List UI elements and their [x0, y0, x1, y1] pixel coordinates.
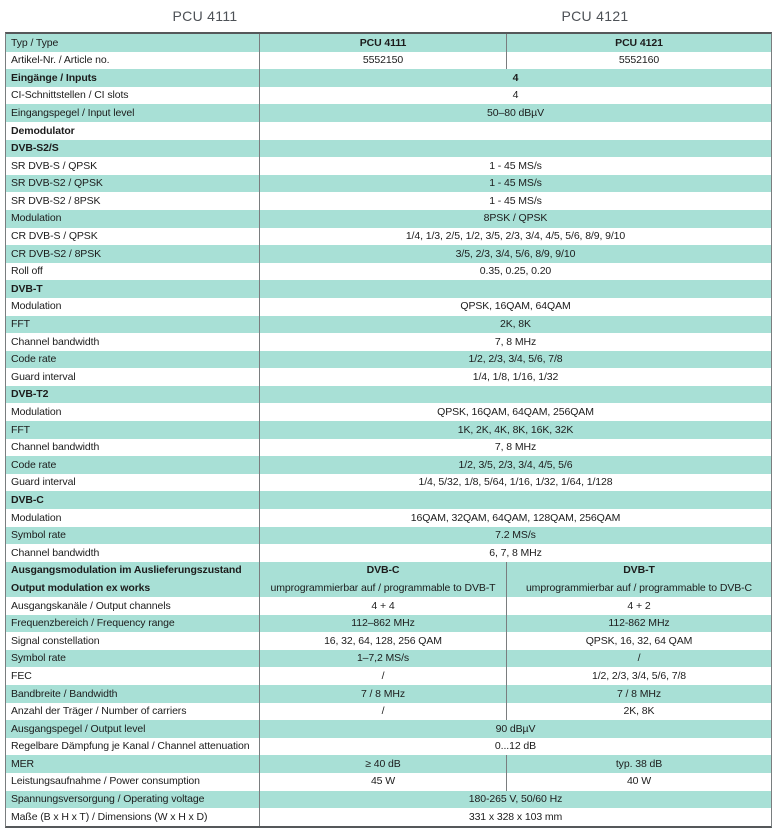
table-row [6, 228, 771, 246]
table-row [6, 474, 771, 492]
row-value-span: 7, 8 MHz [259, 333, 771, 351]
row-value-span: 8PSK / QPSK [259, 210, 771, 228]
row-value-col2: PCU 4121 [506, 34, 771, 52]
row-value-span: 0...12 dB [259, 738, 771, 756]
table-row [6, 52, 771, 70]
table-row [6, 720, 771, 738]
row-value-empty [259, 122, 771, 140]
table-row [6, 527, 771, 545]
row-label: Channel bandwidth [11, 335, 100, 348]
table-row [6, 351, 771, 369]
row-value-col1: 4 + 4 [259, 597, 506, 615]
row-value-span: QPSK, 16QAM, 64QAM [259, 298, 771, 316]
row-value-col1: 16, 32, 64, 128, 256 QAM [259, 632, 506, 650]
row-value-lines [260, 562, 506, 597]
row-label: Typ / Type [11, 36, 59, 49]
row-label: Eingangspegel / Input level [11, 106, 135, 119]
table-row [6, 808, 771, 826]
row-label: Modulation [11, 511, 62, 524]
row-value-col1: PCU 4111 [259, 34, 506, 52]
table-row [6, 685, 771, 703]
table-row [6, 791, 771, 809]
row-value-span: 180-265 V, 50/60 Hz [259, 791, 771, 809]
row-label: Ausgangspegel / Output level [11, 722, 146, 735]
row-value-col1: 45 W [259, 773, 506, 791]
product-title-right: PCU 4121 [561, 8, 629, 24]
table-row [6, 667, 771, 685]
table-row [6, 298, 771, 316]
row-value-span: QPSK, 16QAM, 64QAM, 256QAM [259, 403, 771, 421]
table-row [6, 122, 771, 140]
row-label: DVB-S2/S [11, 142, 59, 155]
table-row [6, 562, 771, 597]
row-label: SR DVB-S / QPSK [11, 159, 98, 172]
row-value-span: 3/5, 2/3, 3/4, 5/6, 8/9, 9/10 [259, 245, 771, 263]
table-row [6, 703, 771, 721]
row-label: Maße (B x H x T) / Dimensions (W x H x D) [11, 810, 208, 823]
table-row [6, 615, 771, 633]
row-value-empty [259, 280, 771, 298]
row-value-span: 1/4, 5/32, 1/8, 5/64, 1/16, 1/32, 1/64, 1/128 [259, 474, 771, 492]
table-row [6, 280, 771, 298]
row-value-col2: 4 + 2 [506, 597, 771, 615]
row-label: Guard interval [11, 370, 76, 383]
row-label: Guard interval [11, 476, 76, 489]
row-value-col1: 1–7,2 MS/s [259, 650, 506, 668]
table-row [6, 439, 771, 457]
table-row [6, 544, 771, 562]
table-row [6, 386, 771, 404]
row-label-line2: Output modulation ex works [11, 581, 151, 594]
table-row [6, 755, 771, 773]
row-label: Ausgangskanäle / Output channels [11, 599, 171, 612]
row-value-span: 7.2 MS/s [259, 527, 771, 545]
row-label: DVB-C [11, 493, 44, 506]
table-row [6, 456, 771, 474]
row-label: FEC [11, 669, 32, 682]
row-value-col1: ≥ 40 dB [259, 755, 506, 773]
row-value-span: 1/4, 1/3, 2/5, 1/2, 3/5, 2/3, 3/4, 4/5, 5/6, 8/9, 9/10 [259, 228, 771, 246]
row-value-span: 1/2, 3/5, 2/3, 3/4, 4/5, 5/6 [259, 456, 771, 474]
table-row [6, 403, 771, 421]
row-label: FFT [11, 318, 30, 331]
row-value-col2: / [506, 650, 771, 668]
row-label: MER [11, 757, 35, 770]
row-label: Frequenzbereich / Frequency range [11, 617, 175, 630]
table-row [6, 192, 771, 210]
table-row [6, 263, 771, 281]
row-label: Channel bandwidth [11, 441, 100, 454]
row-label-line1: Ausgangsmodulation im Auslieferungszustand [11, 564, 242, 577]
row-label: Roll off [11, 265, 43, 278]
row-label: FFT [11, 423, 30, 436]
row-label: SR DVB-S2 / QPSK [11, 177, 103, 190]
row-value-empty [259, 491, 771, 509]
row-value-span: 1/4, 1/8, 1/16, 1/32 [259, 368, 771, 386]
table-row [6, 738, 771, 756]
row-label: Leistungsaufnahme / Power consumption [11, 775, 200, 788]
row-label: Eingänge / Inputs [11, 71, 97, 84]
row-value-col1: / [259, 703, 506, 721]
row-value-top: DVB-C [366, 564, 400, 577]
table-row [6, 650, 771, 668]
table-row [6, 157, 771, 175]
row-label: Code rate [11, 353, 57, 366]
row-value-span: 4 [259, 87, 771, 105]
table-row [6, 632, 771, 650]
row-label: DVB-T [11, 282, 43, 295]
table-row [6, 175, 771, 193]
row-label: Symbol rate [11, 652, 66, 665]
row-value-span: 331 x 328 x 103 mm [259, 808, 771, 826]
row-value-lines [507, 562, 771, 597]
row-value-span: 1 - 45 MS/s [259, 175, 771, 193]
row-label: Modulation [11, 212, 62, 225]
table-row [6, 368, 771, 386]
spec-table [5, 32, 772, 828]
table-row [6, 210, 771, 228]
table-row [6, 491, 771, 509]
row-value-empty [259, 386, 771, 404]
row-label-lines [11, 562, 259, 597]
row-label: Signal constellation [11, 634, 100, 647]
row-label: CR DVB-S / QPSK [11, 230, 98, 243]
table-row [6, 140, 771, 158]
table-row [6, 104, 771, 122]
table-row [6, 87, 771, 105]
row-value-col2: 112-862 MHz [506, 615, 771, 633]
row-label: CI-Schnittstellen / CI slots [11, 89, 129, 102]
table-row [6, 69, 771, 87]
table-row [6, 245, 771, 263]
row-label: Modulation [11, 300, 62, 313]
row-value-span: 50–80 dBµV [259, 104, 771, 122]
row-label: Modulation [11, 406, 62, 419]
row-value-span: 90 dBµV [259, 720, 771, 738]
row-label: Demodulator [11, 124, 75, 137]
row-value-span: 4 [259, 69, 771, 87]
row-label: Bandbreite / Bandwidth [11, 687, 118, 700]
table-row [6, 509, 771, 527]
row-label: CR DVB-S2 / 8PSK [11, 247, 102, 260]
row-label: Symbol rate [11, 529, 66, 542]
row-value-empty [259, 140, 771, 158]
row-label: Artikel-Nr. / Article no. [11, 54, 110, 67]
table-row [6, 421, 771, 439]
table-row [6, 316, 771, 334]
row-value-col1: 7 / 8 MHz [259, 685, 506, 703]
row-label: Channel bandwidth [11, 546, 100, 559]
row-label: SR DVB-S2 / 8PSK [11, 194, 101, 207]
row-value-col2: 2K, 8K [506, 703, 771, 721]
table-row [6, 597, 771, 615]
row-value-col1 [259, 562, 506, 597]
row-label: Spannungsversorgung / Operating voltage [11, 793, 205, 806]
row-value-col1: / [259, 667, 506, 685]
row-value-sub: umprogrammierbar auf / programmable to DVB-T [270, 581, 496, 594]
row-value-col2: QPSK, 16, 32, 64 QAM [506, 632, 771, 650]
row-value-span: 16QAM, 32QAM, 64QAM, 128QAM, 256QAM [259, 509, 771, 527]
row-value-span: 2K, 8K [259, 316, 771, 334]
row-label [6, 562, 259, 597]
row-value-col2: typ. 38 dB [506, 755, 771, 773]
row-value-col2: 5552160 [506, 52, 771, 70]
row-label: Anzahl der Träger / Number of carriers [11, 705, 187, 718]
row-value-span: 6, 7, 8 MHz [259, 544, 771, 562]
row-value-span: 1 - 45 MS/s [259, 157, 771, 175]
row-value-span: 1K, 2K, 4K, 8K, 16K, 32K [259, 421, 771, 439]
row-value-col2 [506, 562, 771, 597]
row-value-col2: 1/2, 2/3, 3/4, 5/6, 7/8 [506, 667, 771, 685]
product-title-left: PCU 4111 [172, 8, 238, 24]
row-value-col2: 40 W [506, 773, 771, 791]
row-value-sub: umprogrammierbar auf / programmable to DVB-C [525, 581, 753, 594]
row-value-span: 0.35, 0.25, 0.20 [259, 263, 771, 281]
row-value-span: 1/2, 2/3, 3/4, 5/6, 7/8 [259, 351, 771, 369]
table-row [6, 333, 771, 351]
row-label: Regelbare Dämpfung je Kanal / Channel attenuation [11, 740, 250, 753]
table-row [6, 773, 771, 791]
row-value-col1: 112–862 MHz [259, 615, 506, 633]
row-value-top: DVB-T [623, 564, 655, 577]
row-label: DVB-T2 [11, 388, 49, 401]
row-value-col2: 7 / 8 MHz [506, 685, 771, 703]
row-value-span: 1 - 45 MS/s [259, 192, 771, 210]
table-row [6, 34, 771, 52]
row-value-col1: 5552150 [259, 52, 506, 70]
row-value-span: 7, 8 MHz [259, 439, 771, 457]
row-label: Code rate [11, 458, 57, 471]
